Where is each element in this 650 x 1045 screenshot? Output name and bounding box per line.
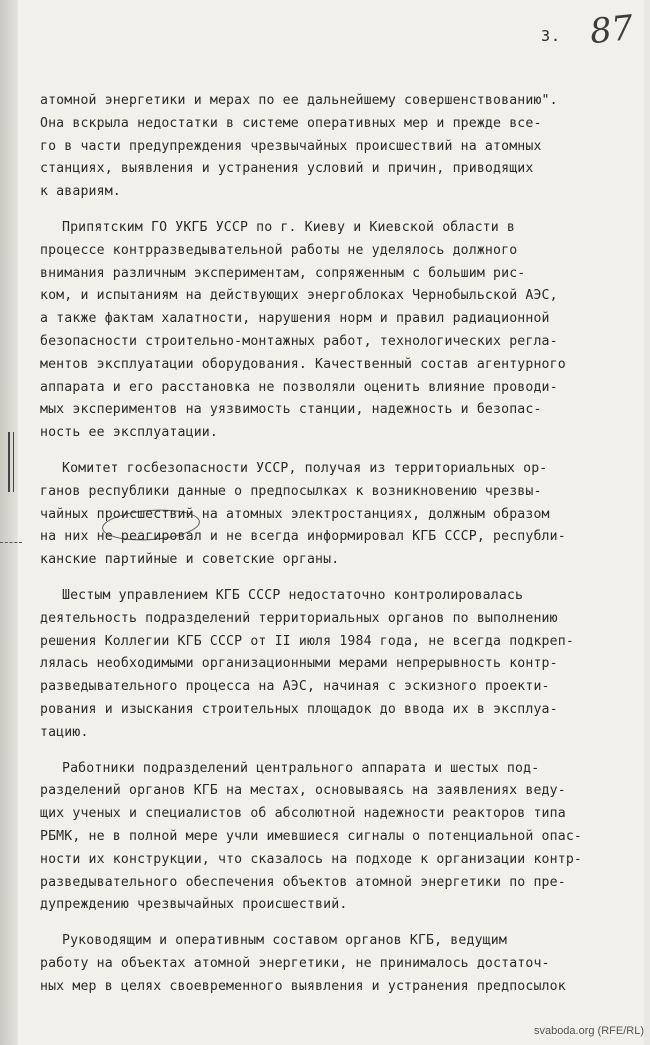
- text-line: лялась необходимыми организационными мерами непрерывность контр-: [40, 656, 558, 672]
- paragraph: [40, 585, 605, 745]
- text-line: Припятским ГО УКГБ УССР по г. Киеву и Киевской области в: [62, 219, 516, 235]
- handwritten-page-number: 87: [588, 7, 636, 53]
- document-body: [40, 90, 605, 1011]
- text-line: решения Коллегии КГБ СССР от II июля 1984 года, не всегда подкреп-: [40, 633, 574, 649]
- text-line: ных мер в целях своевременного выявления и устранения предпосылок: [40, 978, 566, 994]
- text-line: а также фактам халатности, нарушения норм и правил радиационной: [40, 311, 550, 327]
- text-line: ментов эксплуатации оборудования. Качественный состав агентурного: [40, 356, 566, 372]
- text-line: аппарата и его расстановка не позволяли оценить влияние проводи-: [40, 379, 558, 395]
- text-line: ком, и испытаниям на действующих энергоблоках Чернобыльской АЭС,: [40, 288, 558, 304]
- text-line: го в части предупреждения чрезвычайных происшествий на атомных: [40, 138, 542, 154]
- text-line: атомной энергетики и мерах по ее дальнейшему совершенствованию".: [40, 93, 558, 108]
- text-line: Она вскрыла недостатки в системе оперативных мер и прежде все-: [40, 115, 542, 131]
- text-line: разведывательного обеспечения объектов атомной энергетики по пре-: [40, 874, 566, 890]
- text-line: мых экспериментов на уязвимость станции, надежность и безопас-: [40, 402, 542, 418]
- page-number: 3.: [541, 27, 562, 45]
- text-line: чайных происшествий на атомных электростанциях, должным образом: [40, 506, 550, 522]
- paragraph: [40, 90, 605, 204]
- text-line: разведывательного процесса на АЭС, начиная с эскизного проекти-: [40, 679, 550, 695]
- text-line: Руководящим и оперативным составом органов КГБ, ведущим: [62, 933, 507, 949]
- text-line: Шестым управлением КГБ СССР недостаточно контролировалась: [62, 587, 524, 603]
- margin-dash-mark: [0, 542, 22, 544]
- text-line: деятельность подразделений территориальных органов по выполнению: [40, 610, 558, 626]
- paragraph: [40, 217, 605, 445]
- text-line: РБМК, не в полной мере учли имевшиеся сигналы о потенциальной опас-: [40, 828, 582, 844]
- text-line: Комитет госбезопасности УССР, получая из территориальных ор-: [62, 460, 548, 476]
- text-line: процессе контрразведывательной работы не уделялось должного: [40, 242, 518, 258]
- text-line: ности их конструкции, что сказалось на подходе к организации контр-: [40, 851, 582, 867]
- source-watermark: svaboda.org (RFE/RL): [533, 1025, 644, 1037]
- text-line: рования и изыскания строительных площадок до ввода их в эксплуа-: [40, 701, 558, 717]
- margin-bracket-mark: [8, 432, 14, 492]
- text-line: внимания различным экспериментам, сопряженным с большим рис-: [40, 265, 526, 281]
- text-line: ность ее эксплуатации.: [40, 425, 218, 441]
- text-line: к авариям.: [40, 184, 121, 200]
- text-line: тацию.: [40, 724, 89, 740]
- text-line: Работники подразделений центрального аппарата и шестых под-: [62, 760, 540, 776]
- text-line: станциях, выявления и устранения условий и причин, приводящих: [40, 161, 534, 177]
- text-line: на них не реагировал и не всегда информировал КГБ СССР, республи-: [40, 529, 566, 545]
- paragraph: [40, 458, 605, 572]
- text-line: ганов республики данные о предпосылках к возникновению чрезвы-: [40, 483, 542, 499]
- text-line: дупреждению чрезвычайных происшествий.: [40, 897, 348, 913]
- text-line: щих ученых и специалистов об абсолютной надежности реакторов типа: [40, 806, 566, 822]
- text-line: разделений органов КГБ на местах, основываясь на заявлениях веду-: [40, 783, 566, 799]
- text-line: работу на объектах атомной энергетики, не принималось достаточ-: [40, 955, 550, 971]
- text-line: безопасности строительно-монтажных работ, технологических регла-: [40, 333, 558, 349]
- page-edge-shadow: [0, 0, 18, 1045]
- text-line: канские партийные и советские органы.: [40, 552, 340, 568]
- paragraph: [40, 758, 605, 918]
- paragraph: [40, 930, 605, 998]
